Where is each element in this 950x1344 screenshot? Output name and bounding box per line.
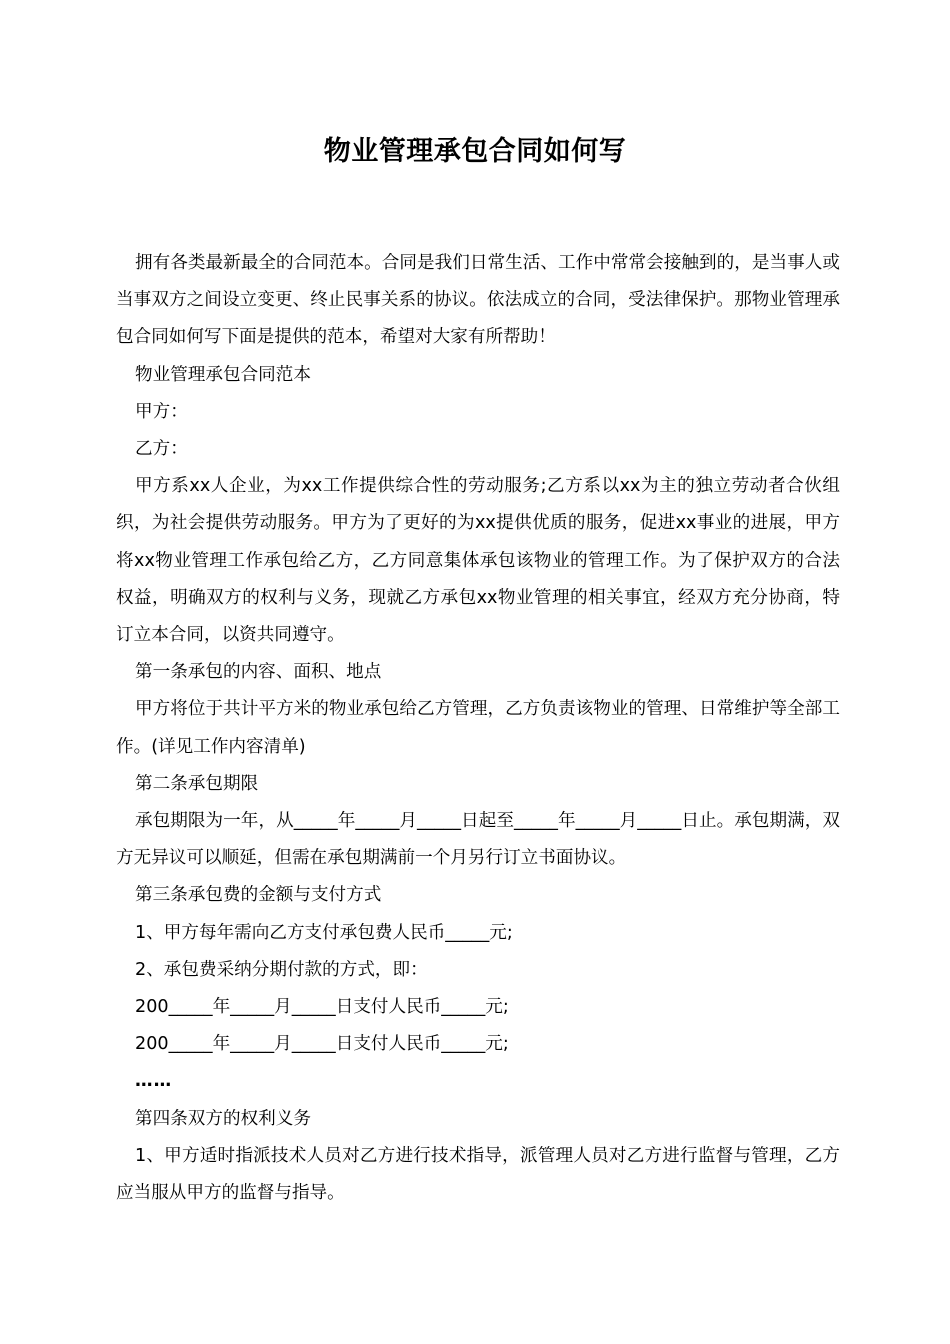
article-2-heading: 第二条承包期限 [135, 773, 259, 794]
preamble-paragraph: 甲方系xx人企业，为xx工作提供综合性的劳动服务;乙方系以xx为主的独立劳动者合伙组织，为社会提供劳动服务。甲方为了更好的为xx提供优质的服务，促进xx事业的进展，甲方将xx物业管理工作承包给乙方，乙方同意集体承包该物业的管理工作。为了保护双方的合法权益，明确双方的权利与义务，现就乙方承包xx物业管理的相关事宜，经双方充分协商，特订立本合同，以资共同遵守。 [116, 476, 840, 646]
article-2-body: 承包期限为一年，从_____年_____月_____日起至_____年_____月_____日止。承包期满，双方无异议可以顺延，但需在承包期满前一个月另行订立书面协议。 [116, 811, 840, 869]
ellipsis-line: …… [135, 1071, 173, 1092]
intro-paragraph: 拥有各类最新最全的合同范本。合同是我们日常生活、工作中常常会接触到的，是当事人或当事双方之间设立变更、终止民事关系的协议。依法成立的合同，受法律保护。那物业管理承包合同如何写下面是提供的范本，希望对大家有所帮助！ [116, 253, 840, 348]
article-1-heading: 第一条承包的内容、面积、地点 [135, 662, 382, 683]
article-3-heading: 第三条承包费的金额与支付方式 [135, 885, 382, 906]
document-body [116, 245, 840, 1212]
payment-line-2: 200_____年_____月_____日支付人民币_____元; [135, 1034, 509, 1055]
article-3-clause-1: 1、甲方每年需向乙方支付承包费人民币_____元; [135, 922, 513, 943]
article-4-heading: 第四条双方的权利义务 [135, 1108, 311, 1129]
document-title: 物业管理承包合同如何写 [323, 136, 627, 167]
payment-line-1: 200_____年_____月_____日支付人民币_____元; [135, 997, 509, 1018]
article-1-body: 甲方将位于共计平方米的物业承包给乙方管理，乙方负责该物业的管理、日常维护等全部工作。(详见工作内容清单) [116, 699, 840, 757]
article-3-clause-2: 2、承包费采纳分期付款的方式，即： [135, 959, 428, 980]
party-a-label: 甲方： [135, 401, 188, 422]
contract-template-heading: 物业管理承包合同范本 [135, 364, 311, 385]
article-4-clause-1: 1、甲方适时指派技术人员对乙方进行技术指导，派管理人员对乙方进行监督与管理，乙方应当服从甲方的监督与指导。 [116, 1145, 840, 1204]
party-b-label: 乙方： [135, 439, 188, 460]
